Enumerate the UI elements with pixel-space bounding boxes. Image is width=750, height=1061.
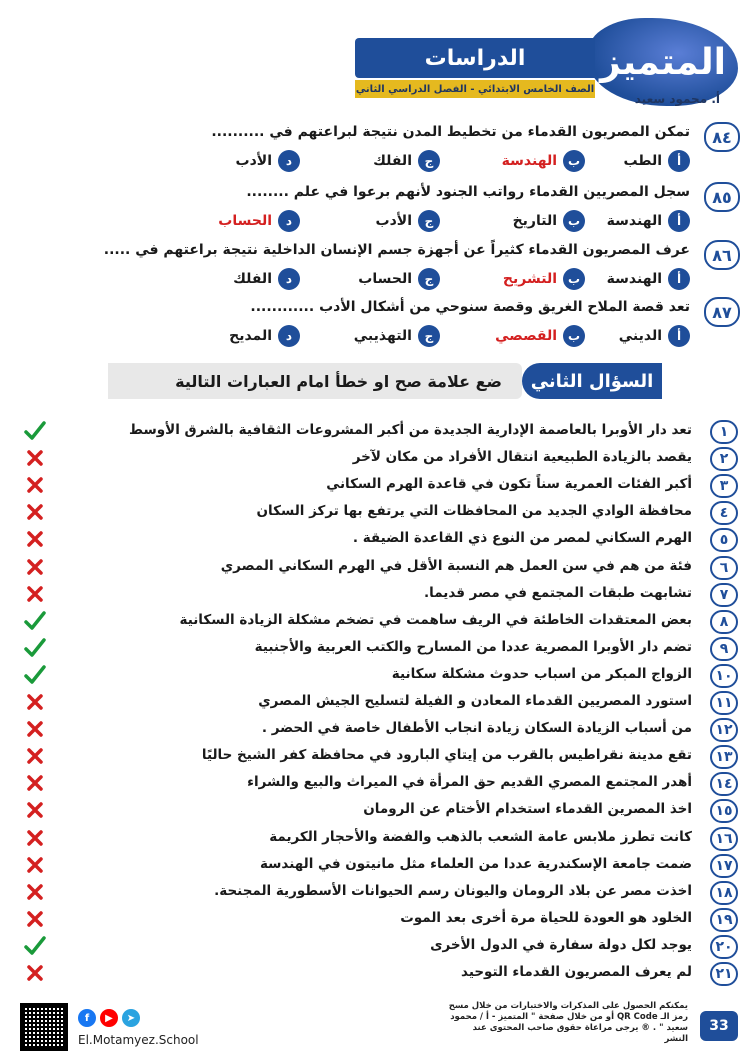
option-4[interactable] <box>236 150 300 172</box>
option-text: الهندسة <box>606 271 662 287</box>
statement-number: ٢ <box>710 447 738 471</box>
option-4[interactable] <box>233 268 300 290</box>
statement-text: الهرم السكاني لمصر من النوع ذي القاعدة الضيقة . <box>352 530 692 547</box>
statement-row <box>62 799 733 824</box>
statement-row <box>62 501 729 526</box>
option-letter: د <box>278 210 300 232</box>
page-footer <box>0 1001 750 1061</box>
statement-text: بعض المعتقدات الخاطئة في الريف ساهمت في تضخم مشكلة الزيادة السكانية <box>179 611 692 628</box>
social-links <box>78 1009 140 1027</box>
statement-number: ٤ <box>710 501 738 525</box>
statement-number: ٦ <box>710 556 738 580</box>
option-letter: ب <box>563 325 585 347</box>
cross-icon[interactable] <box>24 447 46 469</box>
option-letter: أ <box>668 325 690 347</box>
statement-text: ضمت جامعة الإسكندرية عددا من العلماء مثل مانيتون في الهندسة <box>259 855 692 872</box>
youtube-icon[interactable]: ▶ <box>100 1009 118 1027</box>
statement-row <box>62 827 733 852</box>
cross-icon[interactable] <box>24 854 46 876</box>
site-name[interactable]: El.Motamyez.School <box>78 1033 199 1047</box>
mcq-question <box>20 180 740 240</box>
statement-text: تقع مدينة نقراطيس بالقرب من إيتاي البارود في محافظة كفر الشيخ حاليًا <box>201 747 692 764</box>
cross-icon[interactable] <box>24 691 46 713</box>
statement-number: ١ <box>710 420 738 444</box>
page-number: 33 <box>700 1011 738 1041</box>
check-icon[interactable] <box>24 637 46 659</box>
option-text: القصصي <box>495 328 557 344</box>
statement-text: الزواج المبكر من اسباب حدوث مشكلة سكانية <box>391 665 692 682</box>
check-icon[interactable] <box>24 420 46 442</box>
option-letter: د <box>278 150 300 172</box>
option-letter: ب <box>563 268 585 290</box>
statement-number: ١٣ <box>710 745 738 769</box>
option-text: الحساب <box>358 271 412 287</box>
statement-row <box>62 637 729 662</box>
statement-number: ١١ <box>710 691 738 715</box>
option-1[interactable] <box>607 268 690 290</box>
mcq-question <box>20 238 740 298</box>
question-number: ٨٦ <box>704 240 740 270</box>
statement-number: ١٧ <box>710 854 738 878</box>
statement-number: ٧ <box>710 583 738 607</box>
statement-number: ٥ <box>710 528 738 552</box>
statement-row <box>62 420 729 445</box>
options-row <box>20 325 690 351</box>
statement-row <box>62 556 729 581</box>
statement-text: يقصد بالزيادة الطبيعية انتقال الأفراد من مكان لآخر <box>352 449 692 466</box>
cross-icon[interactable] <box>24 772 46 794</box>
statement-text: اخذ المصرين القدماء استخدام الأختام عن الرومان <box>363 801 692 818</box>
option-3[interactable] <box>373 150 440 172</box>
section2-title: السؤال الثاني <box>522 363 662 399</box>
statement-text: كانت تطرز ملابس عامة الشعب بالذهب والفضة والأحجار الكريمة <box>269 828 692 845</box>
facebook-icon[interactable]: f <box>78 1009 96 1027</box>
option-text: الهندسة <box>501 153 557 169</box>
statement-text: استورد المصريين القدماء المعادن و الفيلة لتسليح الجيش المصري <box>258 693 692 709</box>
cross-icon[interactable] <box>24 474 46 496</box>
mcq-question <box>20 120 740 180</box>
statement-row <box>62 772 733 797</box>
option-3[interactable] <box>354 325 440 347</box>
statement-number: ١٥ <box>710 799 738 823</box>
option-3[interactable] <box>358 268 440 290</box>
cross-icon[interactable] <box>24 528 46 550</box>
statement-row <box>62 881 733 906</box>
option-text: التهذيبي <box>353 328 412 344</box>
statement-row <box>62 745 733 770</box>
grade-label: الصف الخامس الابتدائي - الفصل الدراسي الثاني <box>355 80 595 98</box>
statement-row <box>62 610 729 635</box>
option-letter: ج <box>418 325 440 347</box>
statement-row <box>62 962 733 987</box>
statement-row <box>62 935 733 960</box>
option-text: التاريخ <box>512 213 557 229</box>
statement-row <box>62 718 733 743</box>
statement-number: ١٠ <box>710 664 738 688</box>
statement-text: محافظة الوادي الجديد من المحافظات التي يرتفع بها تركز السكان <box>256 503 692 520</box>
option-letter: أ <box>668 210 690 232</box>
statement-row <box>62 583 729 608</box>
subject-title: الدراسات <box>355 38 595 78</box>
question-text: سجل المصريين القدماء رواتب الجنود لأنهم برعوا في علم ........ <box>246 184 690 200</box>
statement-number: ٣ <box>710 474 738 498</box>
options-row <box>20 210 690 236</box>
option-letter: د <box>278 268 300 290</box>
question-number: ٨٧ <box>704 297 740 327</box>
option-text: الفلك <box>233 271 272 287</box>
statement-row <box>62 854 733 879</box>
option-1[interactable] <box>623 150 690 172</box>
option-2[interactable] <box>503 268 585 290</box>
statement-text: من أسباب الزيادة السكان زيادة انجاب الأطفال خاصة في الحضر . <box>261 720 692 737</box>
statement-number: ١٩ <box>710 908 738 932</box>
statement-number: ١٤ <box>710 772 738 796</box>
statement-number: ١٦ <box>710 827 738 851</box>
option-letter: أ <box>668 150 690 172</box>
statement-text: يوجد لكل دولة سفارة في الدول الأخرى <box>430 936 692 953</box>
question-number: ٨٤ <box>704 122 740 152</box>
option-letter: د <box>278 325 300 347</box>
option-4[interactable] <box>218 210 300 232</box>
statement-number: ١٢ <box>710 718 738 742</box>
statement-text: تعد دار الأوبرا بالعاصمة الإدارية الجديدة من أكبر المشروعات الثقافية بالشرق الأوسط <box>129 422 692 438</box>
statement-row <box>62 908 733 933</box>
option-letter: ج <box>418 268 440 290</box>
statement-row <box>62 691 733 716</box>
option-letter: ب <box>563 210 585 232</box>
option-text: التشريح <box>502 271 557 287</box>
option-2[interactable] <box>495 325 585 347</box>
statement-text: تشابهت طبقات المجتمع في مصر قديما. <box>424 584 692 601</box>
option-letter: أ <box>668 268 690 290</box>
statement-text: اخذت مصر عن بلاد الرومان واليونان رسم الحيوانات الأسطورية المجنحة. <box>214 882 692 899</box>
option-text: الطب <box>623 153 662 169</box>
statement-number: ٢٠ <box>710 935 738 959</box>
option-letter: ج <box>418 150 440 172</box>
statement-text: أكبر الفئات العمرية سناً تكون في قاعدة الهرم السكاني <box>326 476 692 493</box>
option-letter: ج <box>418 210 440 232</box>
cross-icon[interactable] <box>24 556 46 578</box>
mcq-question <box>20 295 740 355</box>
option-text: الأدب <box>235 153 272 169</box>
question-text: عرف المصريون القدماء كثيراً عن أجهزة جسم الإنسان الداخلية نتيجة براعتهم في ..... <box>103 242 690 258</box>
option-text: الأدب <box>375 213 412 229</box>
option-2[interactable] <box>502 150 585 172</box>
option-text: الحساب <box>218 213 272 229</box>
qr-code[interactable] <box>20 1003 68 1051</box>
check-icon[interactable] <box>24 610 46 632</box>
check-icon[interactable] <box>24 935 46 957</box>
cross-icon[interactable] <box>24 799 46 821</box>
option-1[interactable] <box>607 210 690 232</box>
option-text: الديني <box>618 328 662 344</box>
options-row <box>20 150 690 176</box>
option-3[interactable] <box>376 210 440 232</box>
option-2[interactable] <box>513 210 585 232</box>
cross-icon[interactable] <box>24 583 46 605</box>
page-header <box>0 0 750 112</box>
question-text: تمكن المصريون القدماء من تخطيط المدن نتيجة لبراعتهم في .......... <box>211 124 690 140</box>
question-number: ٨٥ <box>704 182 740 212</box>
footer-note: يمكنكم الحصول على المذكرات والاختبارات من خلال مسح رمز الـ QR Code أو من خلال صفحة " المتميز - أ / محمود سعيد " . ® يرجى مراعاة حقوق صاحب المحتوى عند النشر <box>448 1001 688 1044</box>
statement-number: ٨ <box>710 610 738 634</box>
statement-number: ٢١ <box>710 962 738 986</box>
statement-text: تضم دار الأوبرا المصرية عددا من المسارح والكتب العربية والأجنبية <box>254 638 692 655</box>
option-text: الفلك <box>373 153 412 169</box>
logo-text: المتميز <box>600 41 726 83</box>
telegram-icon[interactable]: ➤ <box>122 1009 140 1027</box>
statement-number: ٩ <box>710 637 738 661</box>
statement-text: الخلود هو العودة للحياة مرة أخرى بعد الموت <box>400 909 692 926</box>
question-text: تعد قصة الملاح الغريق وقصة سنوحي من أشكال الأدب ............ <box>250 299 690 315</box>
check-icon[interactable] <box>24 664 46 686</box>
statement-number: ١٨ <box>710 881 738 905</box>
options-row <box>20 268 690 294</box>
option-text: المديح <box>229 328 272 344</box>
statement-row <box>62 474 729 499</box>
teacher-name: أ. محمود سعيد <box>634 92 720 106</box>
option-text: الهندسة <box>606 213 662 229</box>
statement-text: فئة من هم في سن العمل هم النسبة الأقل في الهرم السكاني المصري <box>220 557 692 574</box>
statement-row <box>62 447 729 472</box>
cross-icon[interactable] <box>24 962 46 984</box>
statement-row <box>62 528 729 553</box>
cross-icon[interactable] <box>24 827 46 849</box>
statement-row <box>62 664 733 689</box>
statement-text: أهدر المجتمع المصري القديم حق المرأة في الميراث والبيع والشراء <box>247 774 692 791</box>
option-1[interactable] <box>619 325 690 347</box>
section2-header <box>108 363 662 399</box>
statement-text: لم يعرف المصريون القدماء التوحيد <box>461 964 692 980</box>
cross-icon[interactable] <box>24 718 46 740</box>
cross-icon[interactable] <box>24 881 46 903</box>
cross-icon[interactable] <box>24 501 46 523</box>
cross-icon[interactable] <box>24 745 46 767</box>
cross-icon[interactable] <box>24 908 46 930</box>
section2-instruction: ضع علامة صح او خطأ امام العبارات التالية <box>108 363 522 399</box>
option-4[interactable] <box>229 325 300 347</box>
option-letter: ب <box>563 150 585 172</box>
